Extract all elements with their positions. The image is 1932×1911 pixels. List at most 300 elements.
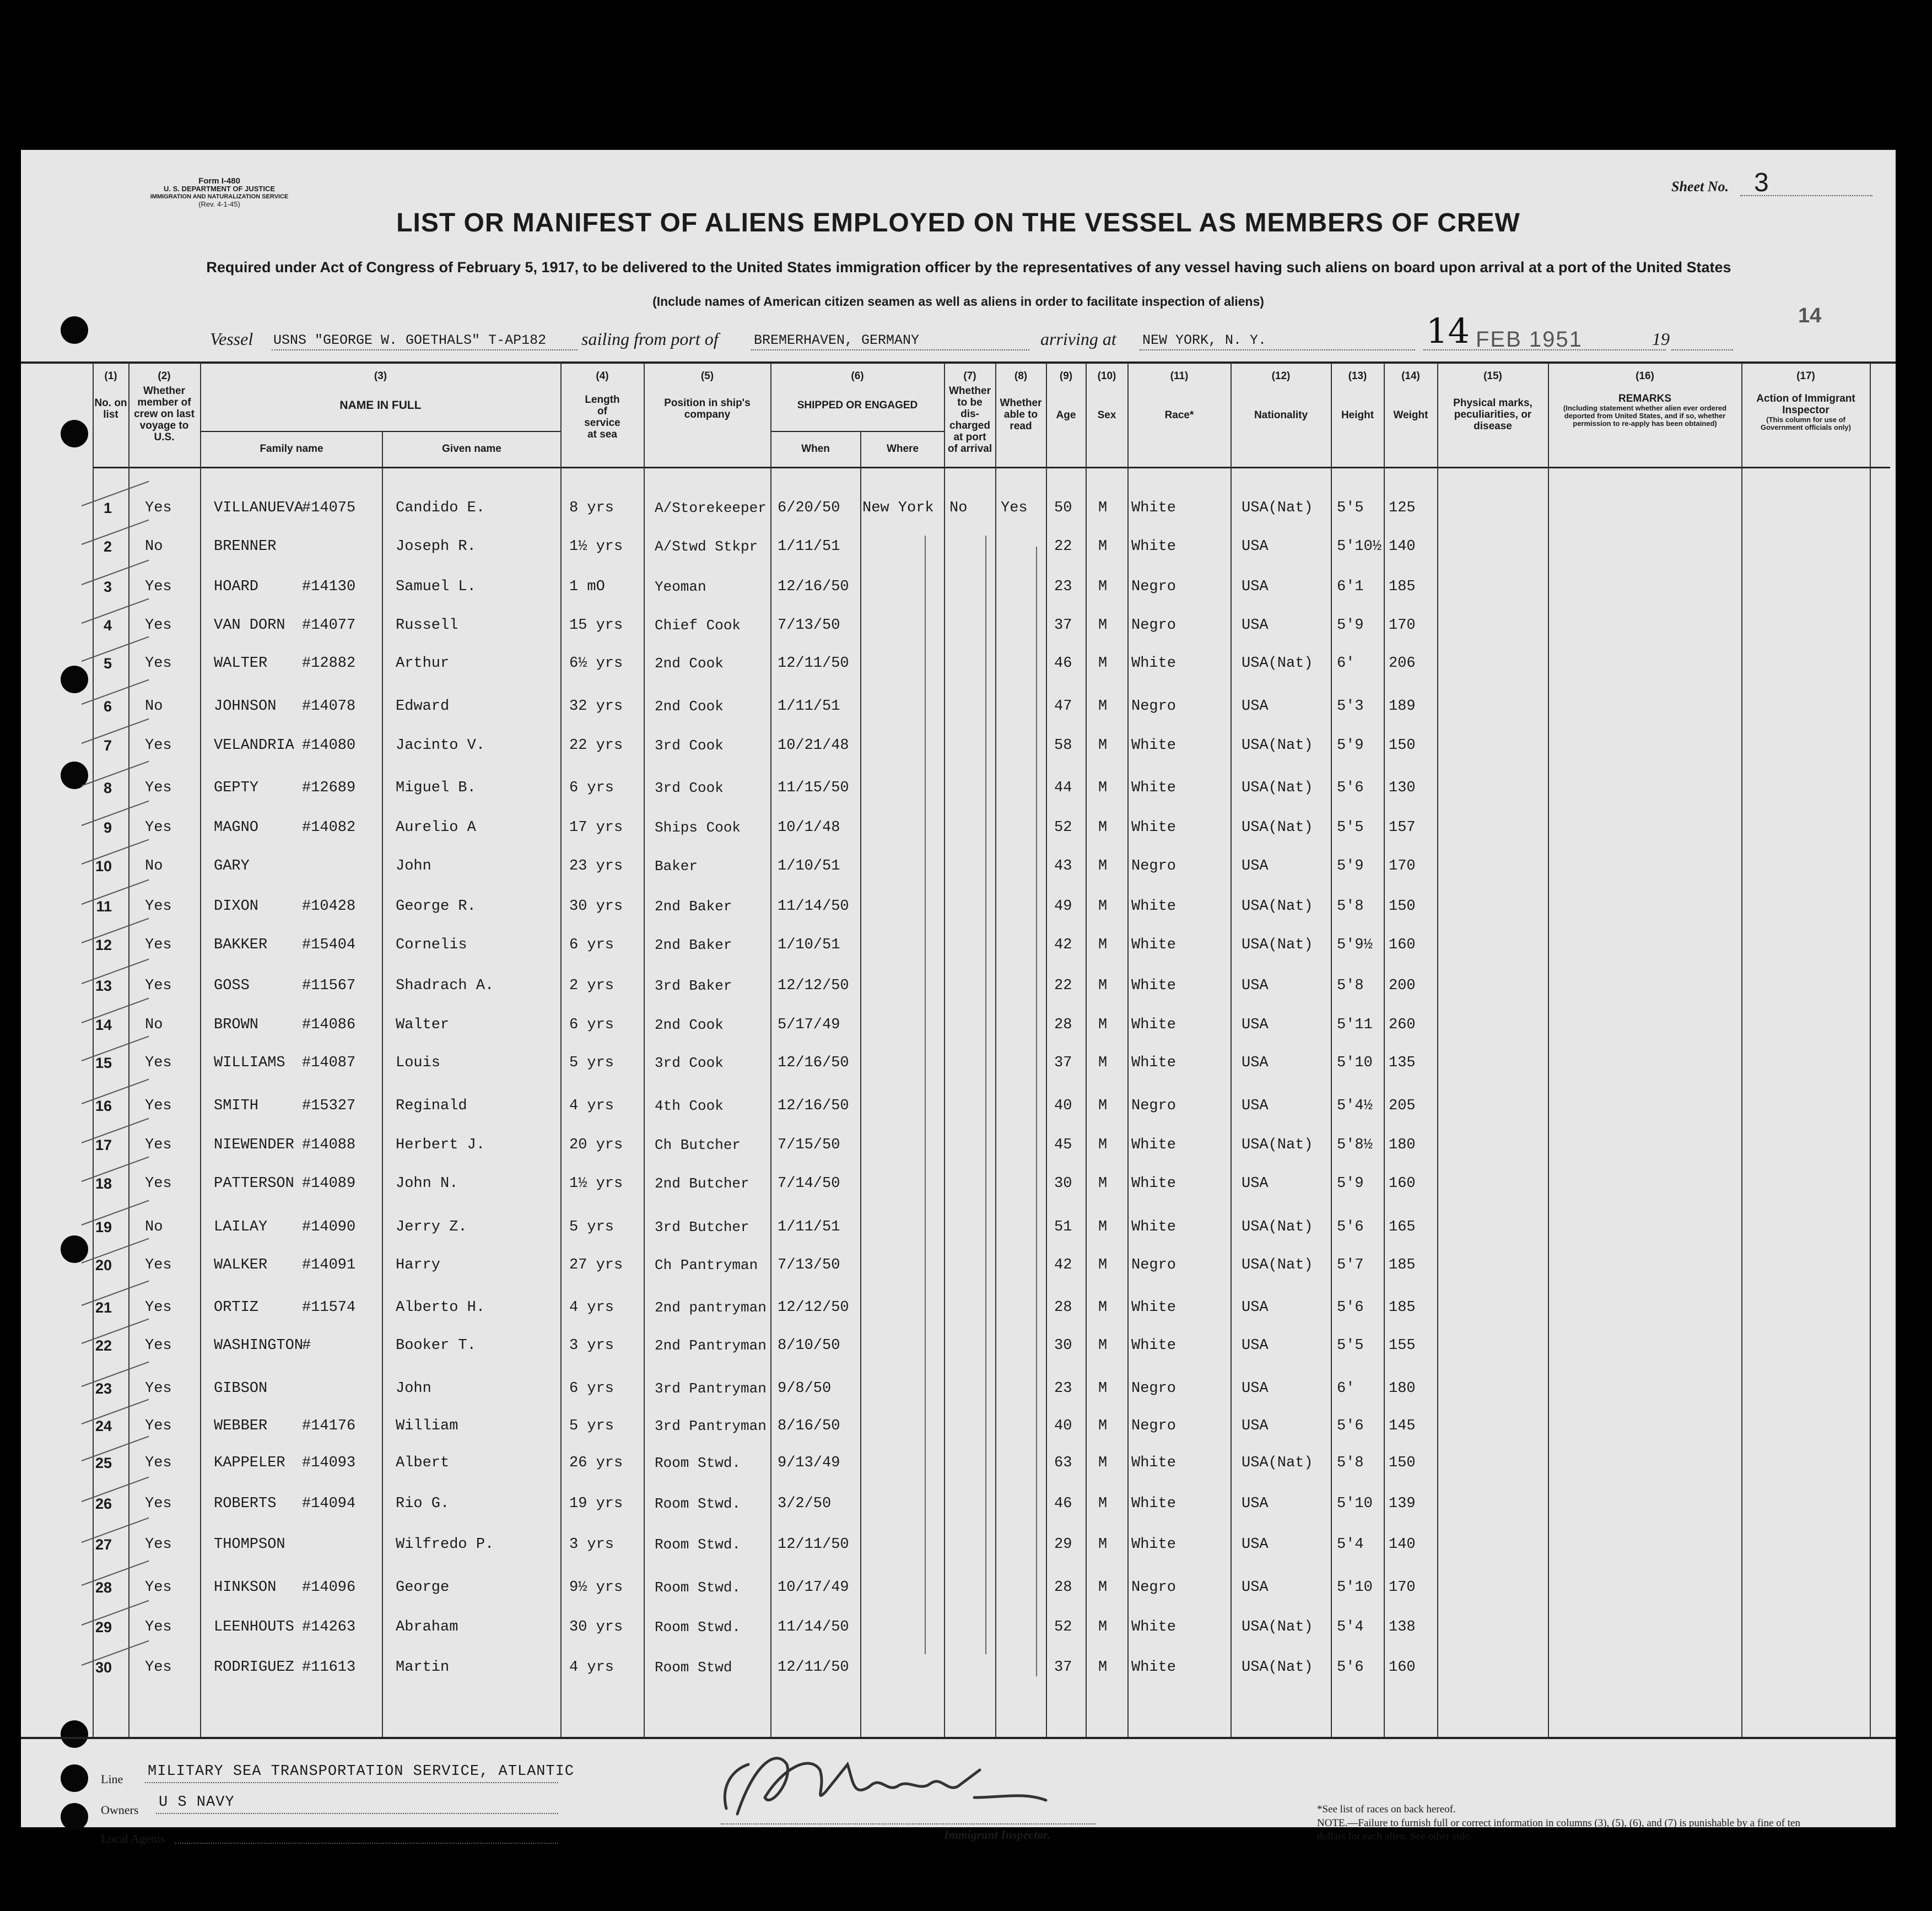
race: White [1131,655,1177,672]
col-header-15 [1438,370,1547,432]
sailing-port-line [751,349,1029,350]
ship-position: 3rd Baker [655,978,732,994]
row-number: 21 [95,1299,112,1316]
column-divider [1046,363,1047,1737]
height: 5'5 [1337,819,1364,836]
shipped-when: 10/17/49 [778,1579,849,1596]
race: White [1131,1536,1177,1553]
weight: 160 [1389,1659,1416,1676]
row-number: 24 [95,1418,112,1434]
nationality: USA [1242,1579,1269,1596]
given-name: Jerry Z. [396,1219,467,1235]
sex: M [1098,579,1108,595]
check-mark [82,1518,149,1543]
age: 45 [1054,1137,1072,1153]
shipped-subheader-line [770,431,944,432]
shipped-when: 8/10/50 [778,1337,840,1354]
nationality: USA(Nat) [1242,1219,1313,1235]
age: 52 [1054,819,1072,836]
given-name: Reginald [396,1098,467,1114]
row-number: 23 [95,1380,112,1397]
family-name: VAN DORN [214,617,285,634]
nationality: USA [1242,1536,1269,1553]
crew-id: #11567 [302,978,356,994]
race: Negro [1131,1257,1177,1273]
col-label: Race* [1164,409,1194,421]
col-number: (2) [158,370,171,382]
sex: M [1098,617,1108,634]
inspector-label: Immigrant Inspector. [944,1828,1051,1842]
sex: M [1098,500,1108,516]
corner-number: 14 [1798,304,1822,327]
col-header-10 [1087,370,1127,421]
crew-id: #12689 [302,780,356,796]
crew-id: #14087 [302,1055,356,1071]
row-number: 20 [95,1257,112,1273]
column-divider [644,363,645,1737]
inspector-line [721,1823,1095,1824]
sex: M [1098,1496,1108,1512]
family-name: WALKER [214,1257,268,1273]
check-mark [82,1600,149,1626]
given-name: Joseph R. [396,538,476,555]
ship-position: Room Stwd. [655,1536,741,1553]
weight: 138 [1389,1619,1416,1635]
row-number: 25 [95,1455,112,1471]
sheet-number [1671,168,1769,197]
punch-hole [61,1235,88,1263]
service-length: 1½ yrs [569,538,623,555]
weight: 160 [1389,937,1416,953]
given-name: George R. [396,898,476,915]
height: 5'9 [1337,617,1364,634]
sex: M [1098,1380,1108,1397]
check-mark [82,1319,149,1344]
weight: 200 [1389,978,1416,994]
crew-id: # [302,1337,311,1354]
column-divider [1437,363,1438,1737]
row-number: 18 [95,1175,112,1192]
age: 42 [1054,937,1072,953]
height: 5'4 [1337,1536,1364,1553]
service-length: 1 mO [569,579,605,595]
race: Negro [1131,1098,1177,1114]
sex: M [1098,1536,1108,1553]
shipped-when: 12/16/50 [778,1098,849,1114]
nationality: USA [1242,978,1269,994]
shipped-when: 12/11/50 [778,1536,849,1553]
shipped-when: 10/1/48 [778,819,840,836]
nationality: USA(Nat) [1242,1257,1313,1273]
given-name: Rio G. [396,1496,450,1512]
given-name: George [396,1579,450,1596]
family-name: PATTERSON [214,1175,294,1192]
weight: 145 [1389,1418,1416,1434]
shipped-when: 10/21/48 [778,737,849,754]
column-divider [995,363,996,1737]
punch-hole [61,1764,88,1792]
line-value: MILITARY SEA TRANSPORTATION SERVICE, ATLANTIC [148,1763,575,1780]
shipped-when: 12/12/50 [778,1299,849,1316]
family-name: WALTER [214,655,268,672]
family-name: KAPPELER [214,1455,285,1471]
height: 5'7 [1337,1257,1364,1273]
height: 6' [1337,655,1355,672]
crew-id: #14086 [302,1017,356,1033]
prev-voyage: No [145,538,163,555]
sex: M [1098,1418,1108,1434]
crew-id: #14082 [302,819,356,836]
col-number: (13) [1348,370,1367,382]
race: White [1131,1455,1177,1471]
age: 42 [1054,1257,1072,1273]
service-length: 9½ yrs [569,1579,623,1596]
check-mark [82,1477,149,1502]
crew-id: #14080 [302,737,356,754]
row-number: 10 [95,858,112,874]
family-name: SMITH [214,1098,259,1114]
check-mark [82,761,149,786]
ship-position: 3rd Butcher [655,1219,749,1235]
document-instruction: (Include names of American citizen seamen as well as aliens in order to facilitate inspection of aliens) [652,294,1264,309]
ship-position: 2nd Pantryman [655,1337,767,1354]
height: 5'9 [1337,737,1364,754]
row-number: 19 [95,1219,112,1235]
owners-underline [156,1813,558,1814]
check-mark [82,1561,149,1586]
height: 5'6 [1337,1418,1364,1434]
weight: 180 [1389,1137,1416,1153]
column-divider [1086,363,1087,1737]
column-divider [560,363,562,1737]
ship-position: 3rd Pantryman [655,1380,767,1397]
row-number: 29 [95,1619,112,1635]
sailing-label: sailing from port of [581,329,719,349]
col-header-6-when: When [801,443,830,455]
check-mark [82,839,149,865]
ship-position: 2nd Cook [655,698,724,715]
weight: 206 [1389,655,1416,672]
prev-voyage: No [145,1219,163,1235]
crew-id: #10428 [302,898,356,915]
prev-voyage: Yes [145,819,172,836]
prev-voyage: Yes [145,1579,172,1596]
given-name: Louis [396,1055,441,1071]
col-number: (16) [1636,370,1654,382]
family-name: BRENNER [214,538,277,555]
shipped-when: 9/8/50 [778,1380,832,1397]
race: White [1131,1299,1177,1316]
age: 29 [1054,1536,1072,1553]
prev-voyage: Yes [145,1257,172,1273]
column-divider [1384,363,1385,1737]
weight: 165 [1389,1219,1416,1235]
nationality: USA [1242,1337,1269,1354]
family-name: THOMPSON [214,1536,285,1553]
check-mark [82,520,149,545]
age: 40 [1054,1098,1072,1114]
race: White [1131,1219,1177,1235]
race: White [1131,937,1177,953]
sex: M [1098,1299,1108,1316]
col-header-7 [945,370,995,455]
nationality: USA(Nat) [1242,1619,1313,1635]
sex: M [1098,698,1108,715]
race: Negro [1131,579,1177,595]
col-label: SHIPPED OR ENGAGED [797,400,918,411]
weight: 180 [1389,1380,1416,1397]
race: Negro [1131,1579,1177,1596]
col-label: Sex [1097,409,1116,421]
year-line [1671,349,1733,350]
crew-id: #15404 [302,937,356,953]
height: 5'6 [1337,1299,1364,1316]
col-label: Whether able to read [1000,397,1042,432]
punch-hole [61,316,88,344]
arrival-port: NEW YORK, N. Y. [1142,332,1267,348]
ship-position: 2nd Butcher [655,1175,749,1192]
given-name: Martin [396,1659,450,1676]
row-number: 12 [95,937,112,953]
age: 51 [1054,1219,1072,1235]
given-name: William [396,1418,458,1434]
prev-voyage: Yes [145,978,172,994]
ship-position: Room Stwd. [655,1496,741,1512]
height: 5'3 [1337,698,1364,715]
col-header-1 [94,370,128,420]
shipped-when: 1/10/51 [778,858,840,874]
service-length: 20 yrs [569,1137,623,1153]
race: Negro [1131,1380,1177,1397]
sheet-number-value: 3 [1754,168,1769,197]
shipped-when: 1/11/51 [778,1219,840,1235]
col-number: (3) [374,370,387,382]
local-agents-label: Local Agents [101,1832,165,1845]
family-name: BAKKER [214,937,268,953]
prev-voyage: No [145,698,163,715]
weight: 150 [1389,1455,1416,1471]
nationality: USA(Nat) [1242,819,1313,836]
race: White [1131,538,1177,555]
height: 6' [1337,1380,1355,1397]
age: 28 [1054,1017,1072,1033]
prev-voyage: Yes [145,737,172,754]
row-number: 30 [95,1659,112,1676]
given-name: Russell [396,617,458,634]
nationality: USA [1242,1055,1269,1071]
sex: M [1098,780,1108,796]
sailing-port: BREMERHAVEN, GERMANY [754,332,920,348]
shipped-when: 7/14/50 [778,1175,840,1192]
col-number: (14) [1401,370,1420,382]
owners-value: U S NAVY [159,1794,235,1811]
height: 5'8 [1337,978,1364,994]
nationality: USA [1242,1098,1269,1114]
age: 47 [1054,698,1072,715]
given-name: Alberto H. [396,1299,485,1316]
col-header-9 [1047,370,1085,421]
prev-voyage: Yes [145,1536,172,1553]
age: 63 [1054,1455,1072,1471]
col-number: (7) [963,370,976,382]
service-length: 5 yrs [569,1418,614,1434]
race: White [1131,1017,1177,1033]
sex: M [1098,1175,1108,1192]
family-name: MAGNO [214,819,259,836]
family-name: ROBERTS [214,1496,277,1512]
check-mark [82,918,149,943]
col-number: (4) [596,370,609,382]
shipped-when: 12/16/50 [778,1055,849,1071]
row-number: 13 [95,978,112,994]
service-length: 6½ yrs [569,655,623,672]
prev-voyage: No [145,858,163,874]
crew-id: #11613 [302,1659,356,1676]
weight: 130 [1389,780,1416,796]
column-divider [1548,363,1549,1737]
arrival-port-line [1140,349,1415,350]
nationality: USA [1242,1017,1269,1033]
punch-hole [61,1720,88,1748]
weight: 125 [1389,500,1416,516]
col-header-13 [1332,370,1383,421]
age: 58 [1054,737,1072,754]
shipped-when: 1/10/51 [778,937,840,953]
col-header-3 [201,370,560,411]
crew-id: #14176 [302,1418,356,1434]
race: White [1131,1496,1177,1512]
age: 37 [1054,1659,1072,1676]
owners-label: Owners [101,1803,139,1817]
nationality: USA [1242,538,1269,555]
given-name: Jacinto V. [396,737,485,754]
ship-position: 3rd Cook [655,780,724,796]
given-name: Edward [396,698,450,715]
ship-position: Ch Butcher [655,1137,741,1153]
column-divider [93,363,94,1737]
form-revision: (Rev. 4-1-45) [198,200,240,208]
nationality: USA(Nat) [1242,937,1313,953]
weight: 150 [1389,898,1416,915]
weight: 140 [1389,538,1416,555]
prev-voyage: Yes [145,655,172,672]
sex: M [1098,1098,1108,1114]
row-number: 28 [95,1579,112,1596]
weight: 140 [1389,1536,1416,1553]
nationality: USA(Nat) [1242,1455,1313,1471]
weight: 185 [1389,579,1416,595]
row-number: 5 [103,655,112,672]
age: 30 [1054,1175,1072,1192]
sheet-number-line [1740,195,1872,196]
crew-id: #14096 [302,1579,356,1596]
row-number: 6 [103,698,112,715]
year-label: 19 [1652,329,1670,349]
sex: M [1098,1017,1108,1033]
weight: 260 [1389,1017,1416,1033]
sex: M [1098,1337,1108,1354]
height: 5'8 [1337,1455,1364,1471]
shipped-when: 11/14/50 [778,898,849,915]
col-number: (1) [104,370,117,382]
weight: 170 [1389,1579,1416,1596]
punch-hole [61,420,88,447]
crew-id: #15327 [302,1098,356,1114]
crew-id: #12882 [302,655,356,672]
crew-id: #14093 [302,1455,356,1471]
ship-position: 3rd Pantryman [655,1418,767,1434]
service-length: 1½ yrs [569,1175,623,1192]
ship-position: 2nd Baker [655,898,732,915]
given-name: Wilfredo P. [396,1536,494,1553]
col-header-16 [1549,370,1741,428]
age: 37 [1054,617,1072,634]
shipped-when: 8/16/50 [778,1418,840,1434]
service-length: 6 yrs [569,1380,614,1397]
weight: 135 [1389,1055,1416,1071]
service-length: 15 yrs [569,617,623,634]
prev-voyage: Yes [145,500,172,516]
check-mark [82,679,149,705]
crew-id: #14088 [302,1137,356,1153]
penalty-note: NOTE.—Failure to furnish full or correct information in columns (3), (5), (6), and (7) is punishable by a fine of ten dollars for each alien. See other side. [1317,1817,1800,1842]
check-mark [82,1036,149,1061]
sex: M [1098,1659,1108,1676]
ship-position: 3rd Cook [655,1055,724,1071]
shipped-when: 11/15/50 [778,780,849,796]
crew-id: #14077 [302,617,356,634]
crew-id: #14091 [302,1257,356,1273]
check-mark [82,598,149,624]
given-name: Cornelis [396,937,467,953]
col-header-17 [1742,370,1869,431]
given-name: Miguel B. [396,780,476,796]
col-header-6-where: Where [886,443,919,455]
ditto-line [985,536,986,1654]
discharged: No [949,500,968,516]
date-handwritten: 14 [1426,311,1470,351]
service-length: 6 yrs [569,1017,614,1033]
ship-position: Chief Cook [655,617,741,634]
race: White [1131,1175,1177,1192]
table-top-border [21,361,1896,364]
prev-voyage: No [145,1017,163,1033]
col-header-6 [771,370,943,411]
sex: M [1098,1137,1108,1153]
ship-position: Ch Pantryman [655,1257,758,1273]
age: 23 [1054,1380,1072,1397]
col-number: (6) [851,370,864,382]
prev-voyage: Yes [145,898,172,915]
vessel-label: Vessel [210,329,253,349]
height: 5'5 [1337,1337,1364,1354]
ditto-line [1036,547,1037,1676]
check-mark [82,801,149,826]
check-mark [82,1399,149,1424]
prev-voyage: Yes [145,1455,172,1471]
col-number: (17) [1796,370,1815,382]
nationality: USA [1242,1418,1269,1434]
able-to-read: Yes [1001,500,1028,516]
crew-id: #14090 [302,1219,356,1235]
race: Negro [1131,617,1177,634]
shipped-when: 9/13/49 [778,1455,840,1471]
service-length: 6 yrs [569,937,614,953]
column-divider [1331,363,1332,1737]
col-label: Physical marks, peculiarities, or disease [1453,397,1532,432]
shipped-when: 12/12/50 [778,978,849,994]
race: White [1131,819,1177,836]
